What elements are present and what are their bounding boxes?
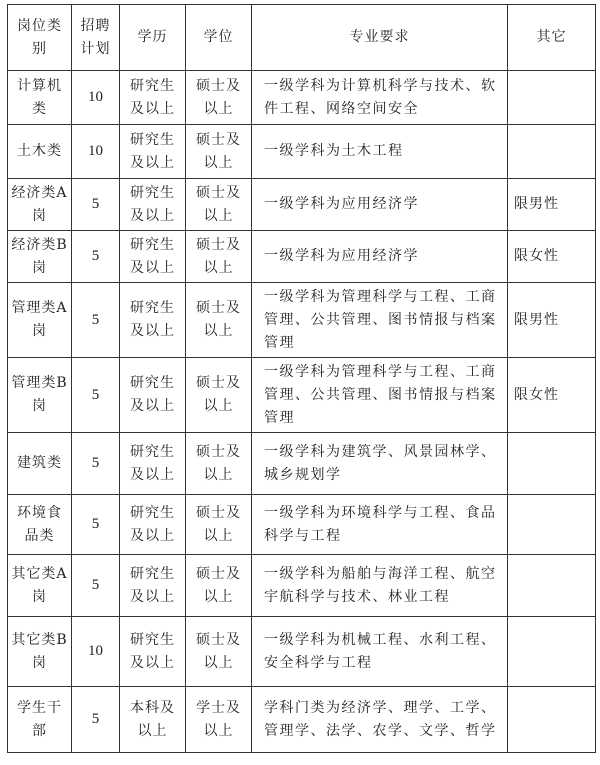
cell-major: 一级学科为计算机科学与技术、软件工程、网络空间安全 <box>252 71 508 125</box>
cell-category: 计算机类 <box>8 71 72 125</box>
recruitment-table-container <box>7 4 596 753</box>
table-row <box>8 495 596 555</box>
cell-education: 本科及以上 <box>120 687 186 753</box>
header-category: 岗位类别 <box>8 5 72 71</box>
cell-degree: 硕士及以上 <box>186 71 252 125</box>
header-other: 其它 <box>508 5 596 71</box>
table-row <box>8 283 596 358</box>
cell-degree: 硕士及以上 <box>186 433 252 495</box>
cell-category: 建筑类 <box>8 433 72 495</box>
cell-plan: 10 <box>72 71 120 125</box>
recruitment-table <box>7 4 596 753</box>
cell-major: 一级学科为建筑学、风景园林学、城乡规划学 <box>252 433 508 495</box>
cell-education: 研究生及以上 <box>120 125 186 179</box>
cell-plan: 5 <box>72 555 120 617</box>
cell-other: 限男性 <box>508 179 596 231</box>
cell-other <box>508 495 596 555</box>
cell-plan: 5 <box>72 231 120 283</box>
table-row <box>8 358 596 433</box>
cell-category: 学生干部 <box>8 687 72 753</box>
cell-education: 研究生及以上 <box>120 179 186 231</box>
cell-category: 其它类A岗 <box>8 555 72 617</box>
cell-degree: 硕士及以上 <box>186 179 252 231</box>
cell-degree: 硕士及以上 <box>186 495 252 555</box>
cell-degree: 硕士及以上 <box>186 283 252 358</box>
table-row <box>8 555 596 617</box>
table-row <box>8 433 596 495</box>
cell-education: 研究生及以上 <box>120 495 186 555</box>
cell-degree: 硕士及以上 <box>186 555 252 617</box>
table-row <box>8 617 596 687</box>
cell-other <box>508 687 596 753</box>
header-row <box>8 5 596 71</box>
cell-major: 学科门类为经济学、理学、工学、管理学、法学、农学、文学、哲学 <box>252 687 508 753</box>
cell-education: 研究生及以上 <box>120 433 186 495</box>
cell-other <box>508 617 596 687</box>
cell-plan: 5 <box>72 283 120 358</box>
cell-category: 经济类A岗 <box>8 179 72 231</box>
cell-education: 研究生及以上 <box>120 71 186 125</box>
cell-plan: 10 <box>72 617 120 687</box>
cell-degree: 硕士及以上 <box>186 231 252 283</box>
cell-plan: 5 <box>72 687 120 753</box>
cell-major: 一级学科为管理科学与工程、工商管理、公共管理、图书情报与档案管理 <box>252 358 508 433</box>
cell-plan: 5 <box>72 358 120 433</box>
cell-plan: 5 <box>72 495 120 555</box>
cell-education: 研究生及以上 <box>120 555 186 617</box>
cell-major: 一级学科为船舶与海洋工程、航空宇航科学与技术、林业工程 <box>252 555 508 617</box>
cell-category: 环境食品类 <box>8 495 72 555</box>
cell-major: 一级学科为环境科学与工程、食品科学与工程 <box>252 495 508 555</box>
cell-category: 经济类B岗 <box>8 231 72 283</box>
cell-education: 研究生及以上 <box>120 358 186 433</box>
cell-major: 一级学科为机械工程、水利工程、安全科学与工程 <box>252 617 508 687</box>
cell-degree: 硕士及以上 <box>186 358 252 433</box>
header-plan: 招聘计划 <box>72 5 120 71</box>
cell-education: 研究生及以上 <box>120 283 186 358</box>
cell-plan: 5 <box>72 179 120 231</box>
header-major: 专业要求 <box>252 5 508 71</box>
cell-category: 土木类 <box>8 125 72 179</box>
cell-major: 一级学科为土木工程 <box>252 125 508 179</box>
cell-other <box>508 555 596 617</box>
cell-education: 研究生及以上 <box>120 617 186 687</box>
table-row <box>8 687 596 753</box>
cell-degree: 学士及以上 <box>186 687 252 753</box>
table-row <box>8 71 596 125</box>
cell-other <box>508 71 596 125</box>
table-row <box>8 231 596 283</box>
cell-other <box>508 125 596 179</box>
header-education: 学历 <box>120 5 186 71</box>
cell-degree: 硕士及以上 <box>186 125 252 179</box>
cell-other: 限女性 <box>508 231 596 283</box>
cell-category: 管理类A岗 <box>8 283 72 358</box>
cell-education: 研究生及以上 <box>120 231 186 283</box>
cell-other: 限男性 <box>508 283 596 358</box>
cell-major: 一级学科为管理科学与工程、工商管理、公共管理、图书情报与档案管理 <box>252 283 508 358</box>
cell-category: 管理类B岗 <box>8 358 72 433</box>
cell-major: 一级学科为应用经济学 <box>252 231 508 283</box>
cell-degree: 硕士及以上 <box>186 617 252 687</box>
cell-major: 一级学科为应用经济学 <box>252 179 508 231</box>
header-degree: 学位 <box>186 5 252 71</box>
cell-category: 其它类B岗 <box>8 617 72 687</box>
table-row <box>8 125 596 179</box>
cell-other: 限女性 <box>508 358 596 433</box>
cell-other <box>508 433 596 495</box>
cell-plan: 10 <box>72 125 120 179</box>
table-row <box>8 179 596 231</box>
cell-plan: 5 <box>72 433 120 495</box>
